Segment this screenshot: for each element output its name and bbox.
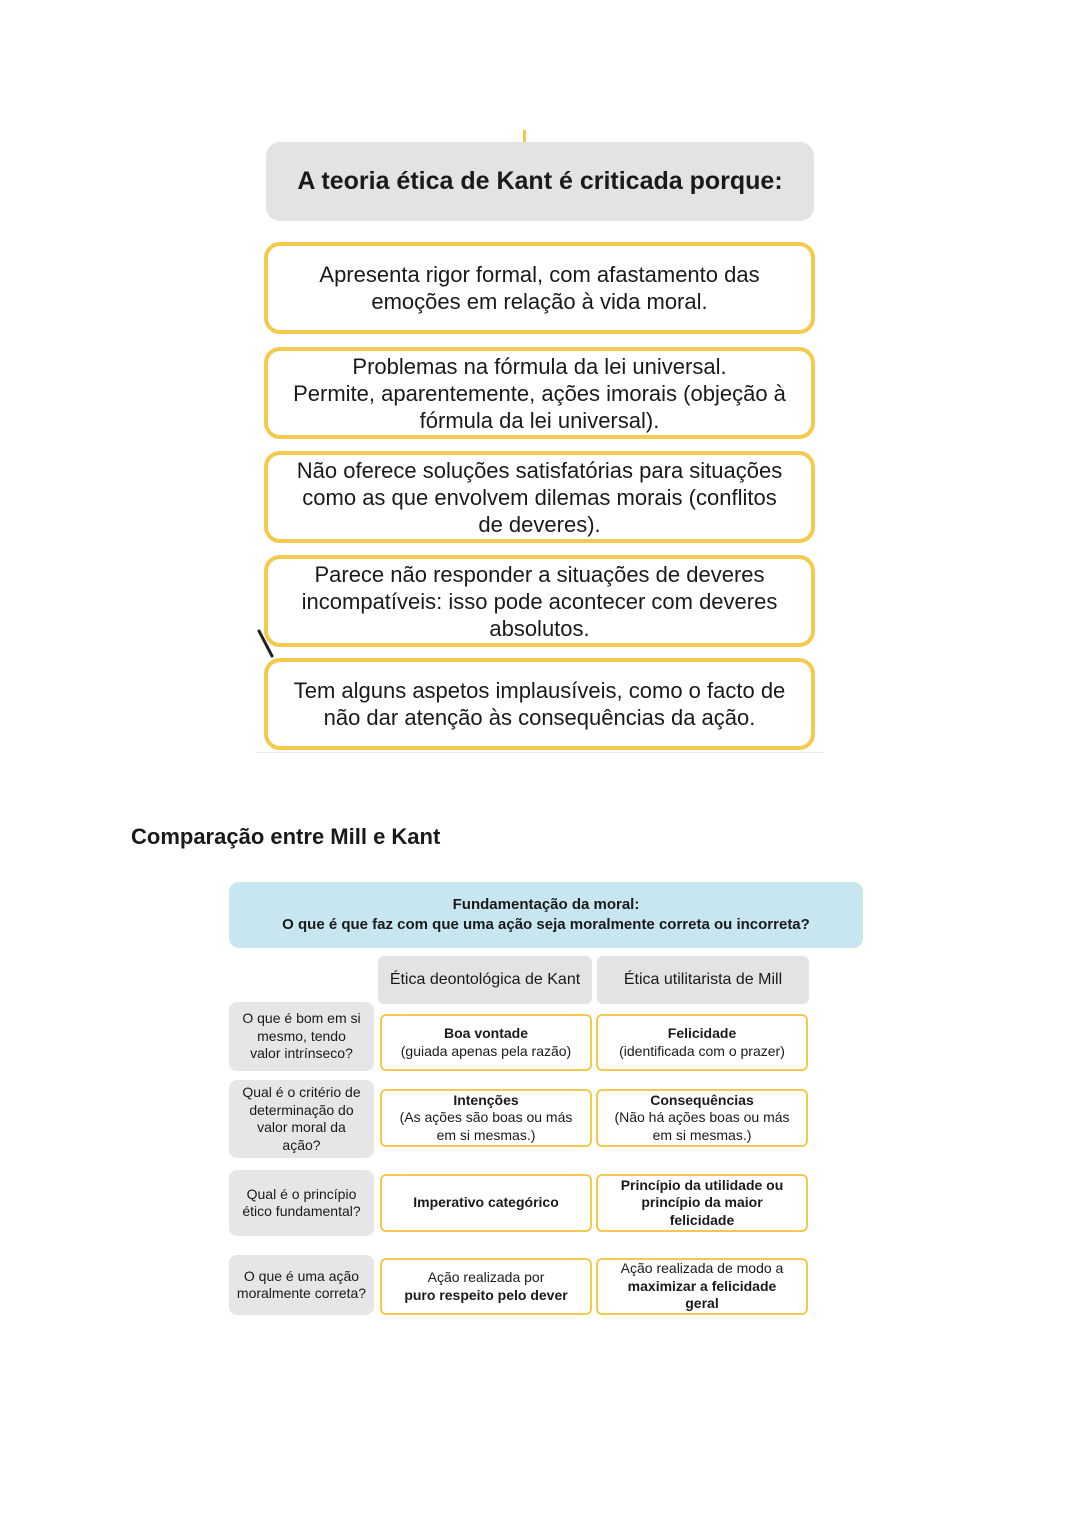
foundation-question — [229, 882, 863, 948]
column-header-mill: Ética utilitarista de Mill — [597, 956, 809, 1004]
connector-tick — [523, 130, 526, 142]
column-header-kant: Ética deontológica de Kant — [378, 956, 592, 1004]
kant-cell: Boa vontade (guiada apenas pela razão) — [380, 1014, 592, 1071]
kant-cell: Imperativo categórico — [380, 1174, 592, 1232]
row-label: O que é uma ação moralmente correta? — [229, 1255, 374, 1315]
criticism-item: Tem alguns aspetos implausíveis, como o facto de não dar atenção às consequências da ação. — [264, 658, 815, 750]
question-text: O que é que faz com que uma ação seja moralmente correta ou incorreta? — [282, 916, 810, 933]
criticism-item: Não oferece soluções satisfatórias para situações como as que envolvem dilemas morais (conflitos de deveres). — [264, 451, 815, 543]
mill-cell: Ação realizada de modo a maximizar a felicidade geral — [596, 1258, 808, 1315]
divider — [256, 752, 824, 753]
row-label: Qual é o critério de determinação do valor moral da ação? — [229, 1080, 374, 1158]
mill-cell: Felicidade (identificada com o prazer) — [596, 1014, 808, 1071]
kant-criticism-title: A teoria ética de Kant é criticada porque: — [266, 142, 814, 221]
pen-stroke-mark — [257, 629, 275, 659]
row-label: O que é bom em si mesmo, tendo valor intrínseco? — [229, 1002, 374, 1071]
criticism-item: Parece não responder a situações de deveres incompatíveis: isso pode acontecer com deveres absolutos. — [264, 555, 815, 647]
section-title: Comparação entre Mill e Kant — [131, 824, 441, 849]
mill-cell: Princípio da utilidade ou princípio da maior felicidade — [596, 1174, 808, 1232]
criticism-item: Problemas na fórmula da lei universal. Permite, aparentemente, ações imorais (objeção à fórmula da lei universal). — [264, 347, 815, 439]
kant-cell: Intenções (As ações são boas ou más em si mesmas.) — [380, 1089, 592, 1147]
row-label: Qual é o princípio ético fundamental? — [229, 1170, 374, 1236]
kant-cell: Ação realizada por puro respeito pelo dever — [380, 1258, 592, 1315]
question-heading: Fundamentação da moral: — [452, 896, 640, 913]
criticism-item: Apresenta rigor formal, com afastamento das emoções em relação à vida moral. — [264, 242, 815, 334]
mill-cell: Consequências (Não há ações boas ou más em si mesmas.) — [596, 1089, 808, 1147]
